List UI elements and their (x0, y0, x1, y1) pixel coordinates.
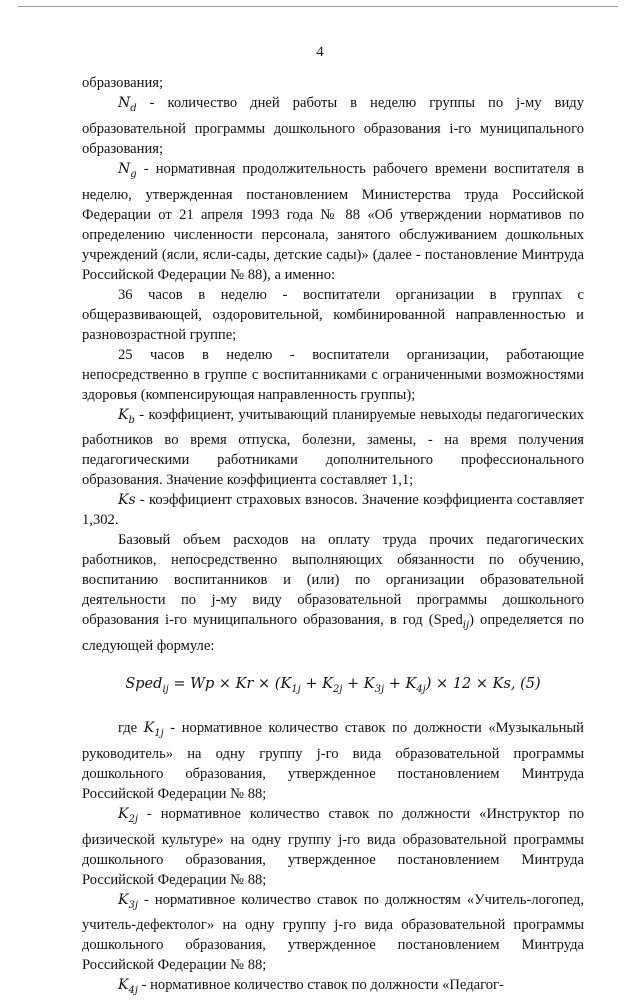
symbol-k3j: $K_{3j}$ (118, 891, 138, 911)
paragraph-continuation: образования; (82, 75, 164, 91)
symbol-sped-sub: ij (462, 620, 470, 632)
paragraph-base-volume: Базовый объем расходов на оплату труда прочих педагогических работников, непосредственно выполняющих обязанности по обучению, воспитанию воспитанников и (или) по организации образовательной деятельности по j-му виду образовательной программы дошкольного образования i-го муниципального образования, в год (Sped$_{ij}$) определяется по следующей формуле: (82, 532, 584, 655)
definition-k1j: где $K_{1j}$ - нормативное количество ставок по должности «Музыкальный руководитель» на одну группу j-го вида образовательной программы дошкольного образования, утвержденное постановлением Минтруда Российской Федерации № 88; (82, 720, 584, 802)
symbol-k4j: $K_{4j}$ (118, 977, 138, 997)
formula-5: Sped$_{ij}$ = $Wp \times Kr \times (K_{1j} + K_{2j} + K_{3j} + K_{4j}) \times 12 \times Ks$, (5) (125, 676, 541, 696)
paragraph-nd-definition: $N_d$ - количество дней работы в неделю группы по j-му виду образовательной программы дошкольного образования i-го муниципального образования; (82, 95, 584, 157)
symbol-nd: $N_d$ (118, 95, 137, 114)
symbol-kb: $K_b$ (118, 406, 135, 426)
page-number: 4 (316, 44, 324, 60)
definition-k2j: $K_{2j}$ - нормативное количество ставок по должности «Инструктор по физической культуре» на одну группу j-го вида образовательной программы дошкольного образования, утвержденное постановлением Минтруда Российской Федерации № 88; (82, 805, 584, 888)
symbol-k2j: $K_{2j}$ (118, 805, 138, 825)
symbol-ks: Ks (118, 492, 136, 509)
paragraph-kb-definition: $K_b$ - коэффициент, учитывающий планируемые невыходы педагогических работников во время отпуска, болезни, замены, - на время получения педагогическими работниками дополнительного профессионального образования. Значение коэффициента составляет 1,1; (82, 406, 584, 489)
paragraph-ks-definition: Ks - коэффициент страховых взносов. Значение коэффициента составляет 1,302. (82, 492, 584, 529)
document-body (82, 73, 584, 1001)
scan-edge-line (18, 6, 618, 7)
paragraph-ng-definition: $N_g$ - нормативная продолжительность рабочего времени воспитателя в неделю, утвержденная постановлением Министерства труда Российской Федерации от 21 апреля 1993 года № 88 «Об утверждении нормативов по определению численности персонала, занятого обслуживанием дошкольных учреждений (ясли, ясли-сады, детские сады)» (далее - постановление Минтруда Российской Федерации № 88), а именно: (82, 160, 584, 283)
definition-k3j: $K_{3j}$ - нормативное количество ставок по должностям «Учитель-логопед, учитель-дефектолог» на одну группу j-го вида образовательной программы дошкольного образования, утвержденное постановлением Минтруда Российской Федерации № 88; (82, 891, 584, 974)
symbol-ng: $N_g$ (118, 160, 137, 180)
definition-k4j: $K_{4j}$ - нормативное количество ставок по должности «Педагог- (118, 977, 504, 997)
symbol-k1j: $K_{1j}$ (143, 720, 164, 739)
paragraph-25-hours: 25 часов в неделю - воспитатели организации, работающие непосредственно в группе с воспитанниками с ограниченными возможностями здоровья (компенсирующая направленность группы); (82, 346, 584, 403)
paragraph-36-hours: 36 часов в неделю - воспитатели организации в группах с общеразвивающей, оздоровительной, комбинированной направленностью и разновозрастной группе; (82, 286, 584, 343)
